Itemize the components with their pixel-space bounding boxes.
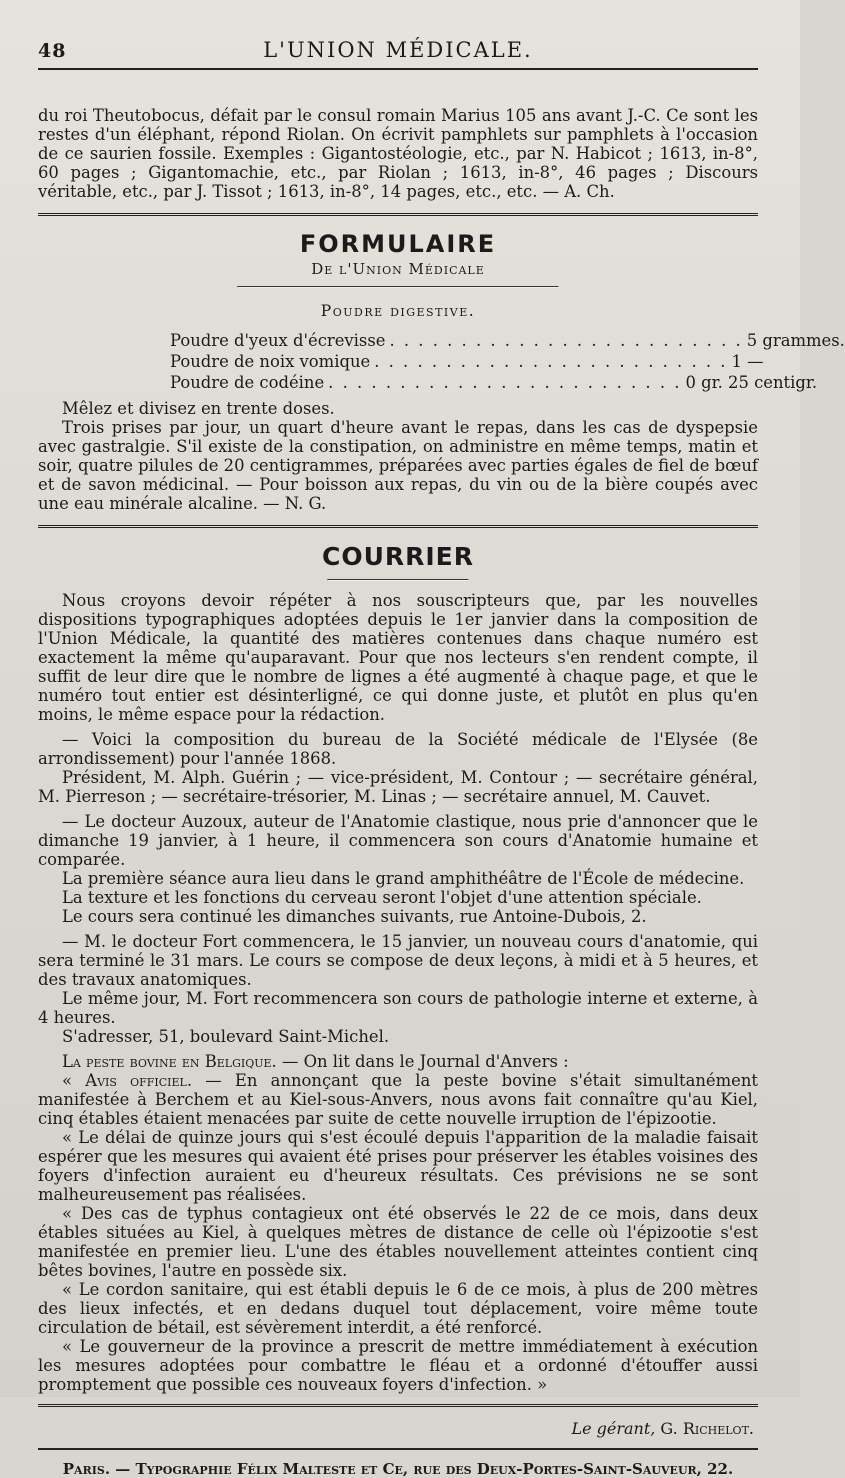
short-rule: [237, 286, 559, 288]
courrier-paragraph: — Voici la composition du bureau de la Société médicale de l'Elysée (8e arrondissement) pour l'année 1868.: [38, 730, 758, 768]
recipe-title: Poudre digestive.: [320, 302, 476, 320]
ingredient-row: Poudre de noix vomique . . . . . . . . . . . . . . . . . . . . . . . . . 1 —: [170, 352, 764, 371]
ingredient-row: Poudre d'yeux d'écrevisse . . . . . . . . . . . . . . . . . . . . . . . . . 5 grammes.: [170, 331, 845, 350]
header-rule: [38, 68, 758, 70]
peste-heading: La peste bovine en Belgique.: [62, 1052, 277, 1071]
courrier-paragraph: — M. le docteur Fort commencera, le 15 janvier, un nouveau cours d'anatomie, qui sera terminé le 31 mars. Le cours se compose de deux leçons, à midi et à 5 heures, et des travaux anatomiques.: [38, 932, 758, 989]
quote-paragraph: « Le délai de quinze jours qui s'est écoulé depuis l'apparition de la maladie faisait espérer que les mesures qui avaient été prises pour préserver les étables voisines des foyers d'infection auraient eu d'heureux résultats. Ces prévisions ne se sont malheureusement pas réalisées.: [38, 1128, 758, 1204]
imprint-line: Paris. — Typographie Félix Malteste et Ce, rue des Deux-Portes-Saint-Sauveur, 22.: [62, 1460, 734, 1478]
courrier-paragraph: Président, M. Alph. Guérin ; — vice-président, M. Contour ; — secrétaire général, M. Pierreson ; — secrétaire-trésorier, M. Linas ; — secrétaire annuel, M. Cauvet.: [38, 768, 758, 806]
peste-intro: — On lit dans le Journal d'Anvers :: [276, 1052, 569, 1071]
ingredient-row: Poudre de codéine . . . . . . . . . . . . . . . . . . . . . . . . . 0 gr. 25 centigr.: [170, 373, 818, 392]
ingredient-list: [38, 330, 845, 393]
running-title: L'UNION MÉDICALE.: [263, 38, 533, 62]
formulaire-title: FORMULAIRE: [299, 230, 497, 258]
signature-name: G. Richelot.: [655, 1419, 754, 1438]
avis-label: « Avis officiel.: [62, 1071, 193, 1090]
courrier-paragraph: La texture et les fonctions du cerveau seront l'objet d'une attention spéciale.: [62, 888, 702, 907]
mix-instruction: Mêlez et divisez en trente doses.: [62, 399, 335, 418]
quote-paragraph: « Des cas de typhus contagieux ont été observés le 22 de ce mois, dans deux étables situées au Kiel, à quelques mètres de distance de celle où l'épizootie s'est manifestée en premier lieu. L'une des étables nouvellement atteintes contient cinq bêtes bovines, l'autre en possède six.: [38, 1204, 758, 1280]
signature-label: Le gérant,: [571, 1419, 656, 1438]
courrier-section: [38, 542, 758, 1394]
dosage-paragraph: Trois prises par jour, un quart d'heure avant le repas, dans les cas de dyspepsie avec gastralgie. S'il existe de la constipation, on administre en même temps, matin et soir, quatre pilules de 20 centigrammes, préparées avec parties égales de fiel de bœuf et de savon médicinal. — Pour boisson aux repas, du vin ou de la bière coupés avec une eau minérale alcaline. — N. G.: [38, 418, 758, 513]
signature: [38, 1419, 754, 1438]
formulaire-section: [38, 230, 845, 513]
quote-paragraph: « Le gouverneur de la province a prescrit de mettre immédiatement à exécution les mesures adoptées pour combattre le fléau et a ordonné d'étouffer aussi promptement que possible ces nouveaux foyers d'infection. »: [38, 1337, 758, 1394]
intro-paragraph: du roi Theutobocus, défait par le consul romain Marius 105 ans avant J.-C. Ce sont les restes d'un éléphant, répond Riolan. On écrivit pamphlets sur pamphlets à l'occasion de ce saurien fossile. Exemples : Gigantostéologie, etc., par N. Habicot ; 1613, in-8°, 60 pages ; Gigantomachie, etc., par Riolan ; 1613, in-8°, 46 pages ; Discours véritable, etc., par J. Tissot ; 1613, in-8°, 14 pages, etc., etc. — A. Ch.: [38, 106, 758, 201]
page-number: 48: [38, 40, 67, 62]
courrier-paragraph: Nous croyons devoir répéter à nos souscripteurs que, par les nouvelles dispositions typographiques adoptées depuis le 1er janvier dans la composition de l'Union Médicale, la quantité des matières contenues dans chaque numéro est exactement la même qu'auparavant. Pour que nos lecteurs s'en rendent compte, il suffit de leur dire que le nombre de lignes a été augmenté à chaque page, et que le numéro tout entier est désinterligné, ce qui donne juste, et plutôt en plus qu'en moins, le même espace pour la rédaction.: [38, 591, 758, 724]
courrier-paragraph: La première séance aura lieu dans le grand amphithéâtre de l'École de médecine.: [62, 869, 745, 888]
quote-paragraph: « Le cordon sanitaire, qui est établi depuis le 6 de ce mois, à plus de 200 mètres des lieux infectés, et en dedans duquel tout déplacement, voire même toute circulation de bétail, est sévèrement interdit, a été renforcé.: [38, 1280, 758, 1337]
section-divider: [38, 1404, 758, 1407]
avis-paragraph: [38, 1071, 758, 1128]
courrier-paragraph: — Le docteur Auzoux, auteur de l'Anatomie clastique, nous prie d'annoncer que le dimanche 19 janvier, à 1 heure, il commencera son cours d'Anatomie humaine et comparée.: [38, 812, 758, 869]
courrier-paragraph: Le même jour, M. Fort recommencera son cours de pathologie interne et externe, à 4 heures.: [38, 989, 758, 1027]
formulaire-subtitle: De l'Union Médicale: [311, 260, 485, 278]
page-header: [38, 34, 758, 68]
footer-rule: [38, 1448, 758, 1450]
courrier-title: COURRIER: [321, 542, 475, 571]
courrier-paragraph: S'adresser, 51, boulevard Saint-Michel.: [62, 1027, 390, 1046]
peste-paragraph: [38, 1052, 758, 1071]
courrier-paragraph: Le cours sera continué les dimanches suivants, rue Antoine-Dubois, 2.: [62, 907, 647, 926]
avis-text: — En annonçant que la peste bovine s'était simultanément manifestée à Berchem et au Kiel-sous-Anvers, nous avons fait connaître qu'au Kiel, cinq étables étaient menacées par suite de cette nouvelle irruption de l'épizootie.: [38, 1071, 758, 1128]
